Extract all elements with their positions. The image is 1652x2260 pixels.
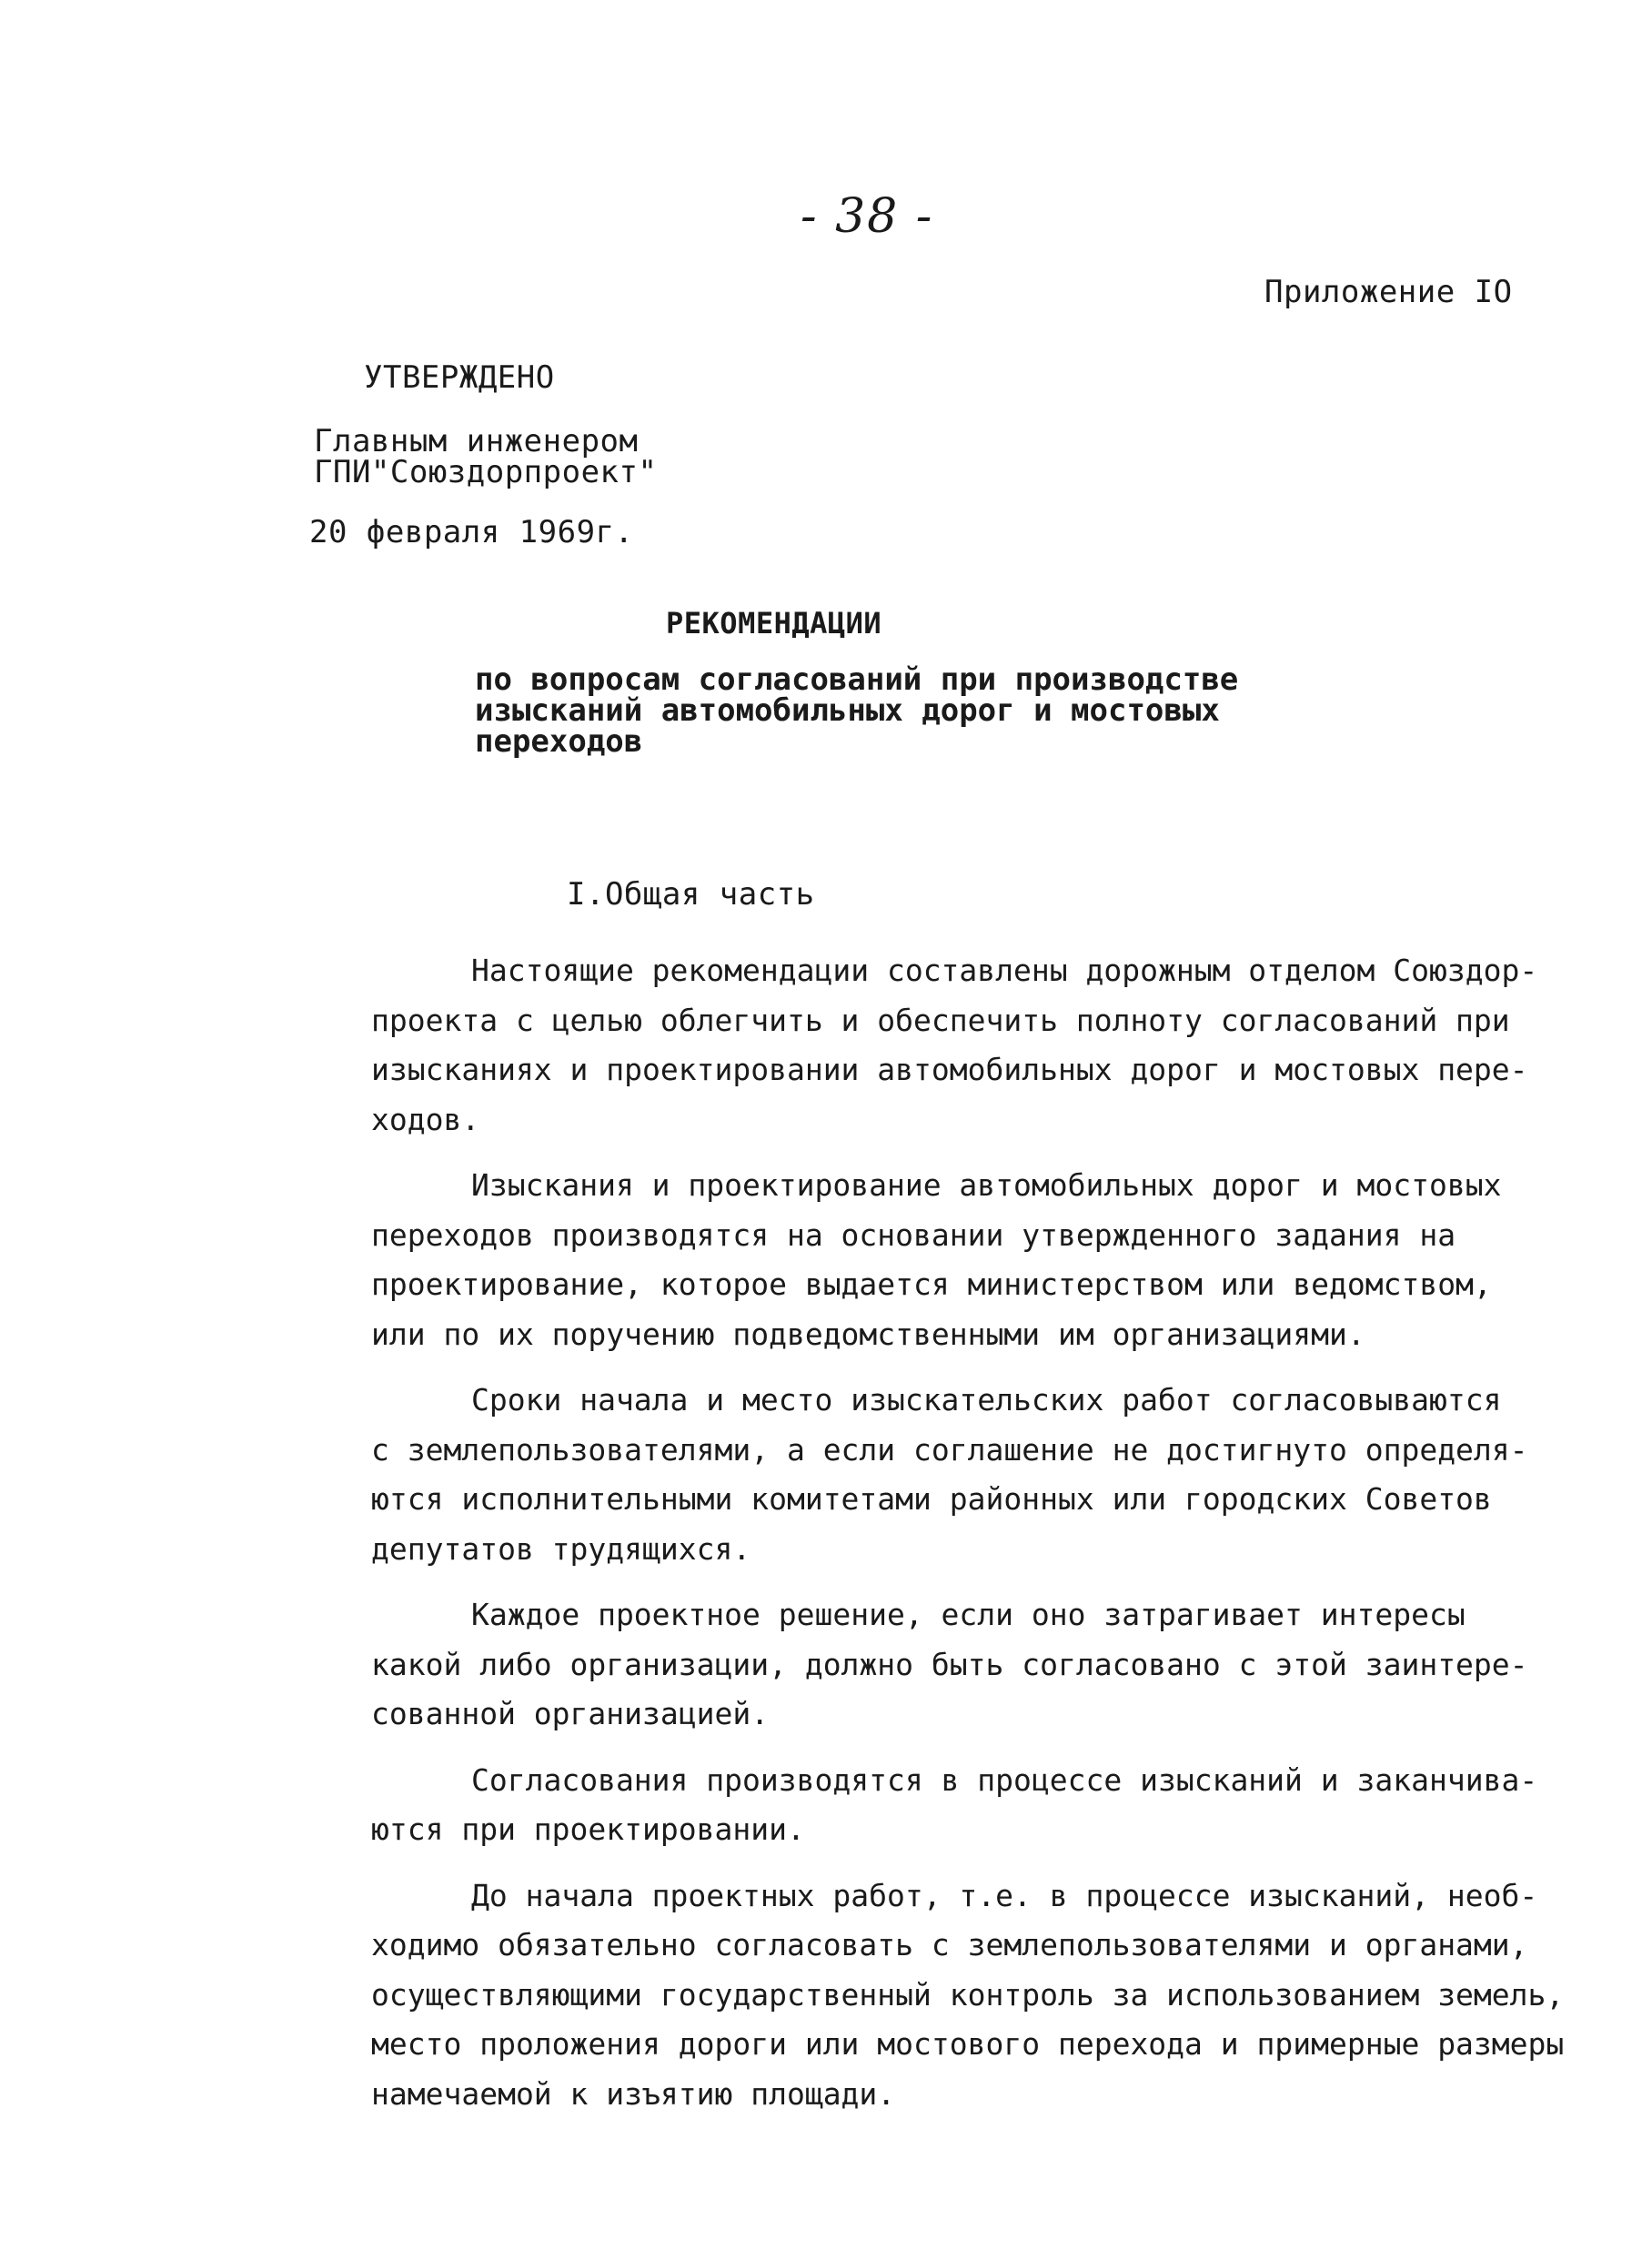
text-line: осуществляющими государственный контроль за использованием земель,	[371, 1976, 1565, 2013]
text-line: Каждое проектное решение, если оно затрагивает интересы	[471, 1597, 1466, 1632]
text-line: намечаемой к изъятию площади.	[371, 2075, 896, 2112]
approver-title: Главным инженером	[314, 423, 639, 459]
text-line: изысканиях и проектировании автомобильных дорог и мостовых пере-	[371, 1052, 1528, 1087]
text-line: ходов.	[371, 1101, 480, 1137]
text-line: или по их поручению подведомственными им организациями.	[371, 1316, 1365, 1352]
page-number: - 38 -	[801, 189, 934, 244]
text-line: До начала проектных работ, т.е. в процессе изысканий, необ-	[471, 1877, 1538, 1913]
appendix-label: Приложение IO	[1264, 274, 1513, 310]
text-line: Изыскания и проектирование автомобильных дорог и мостовых	[471, 1167, 1502, 1203]
text-line: ются при проектировании.	[371, 1811, 805, 1847]
body-text	[371, 946, 1581, 2135]
text-line: с землепользователями, а если соглашение не достигнуто определя-	[371, 1431, 1528, 1468]
text-line: проекта с целью облегчить и обеспечить полноту согласований при	[371, 1002, 1510, 1038]
text-line: ются исполнительными комитетами районных или городских Советов	[371, 1481, 1492, 1517]
paragraph	[371, 1756, 1581, 1855]
text-line: место проложения дороги или мостового перехода и примерные размеры	[371, 2026, 1565, 2062]
text-line: сованной организацией.	[371, 1696, 770, 1731]
approver-organization: ГПИ"Союздорпроект"	[314, 454, 658, 490]
text-line: ходимо обязательно согласовать с землепользователями и органами,	[371, 1927, 1528, 1962]
paragraph	[371, 1376, 1581, 1574]
document-subtitle	[475, 661, 1239, 760]
approval-stamp-heading: УТВЕРЖДЕНО	[364, 359, 555, 396]
approval-date: 20 февраля 1969г.	[309, 514, 634, 550]
subtitle-line: переходов	[475, 723, 643, 760]
subtitle-line: изысканий автомобильных дорог и мостовых	[475, 692, 1220, 729]
paragraph	[371, 1161, 1581, 1359]
text-line: проектирование, которое выдается министерством или ведомством,	[371, 1266, 1492, 1302]
paragraph	[371, 946, 1581, 1145]
paragraph	[371, 1872, 1581, 2120]
text-line: какой либо организации, должно быть согласовано с этой заинтере-	[371, 1646, 1528, 1682]
subtitle-line: по вопросам согласований при производстве	[475, 661, 1239, 698]
section-heading: I.Общая часть	[567, 876, 815, 913]
text-line: депутатов трудящихся.	[371, 1530, 751, 1567]
paragraph	[371, 1590, 1581, 1740]
document-title: РЕКОМЕНДАЦИИ	[666, 606, 882, 641]
text-line: Настоящие рекомендации составлены дорожным отделом Союздор-	[471, 953, 1538, 988]
text-line: Сроки начала и место изыскательских работ согласовываются	[471, 1382, 1502, 1418]
text-line: Согласования производятся в процессе изысканий и заканчива-	[471, 1761, 1538, 1798]
text-line: переходов производятся на основании утвержденного задания на	[371, 1216, 1456, 1253]
